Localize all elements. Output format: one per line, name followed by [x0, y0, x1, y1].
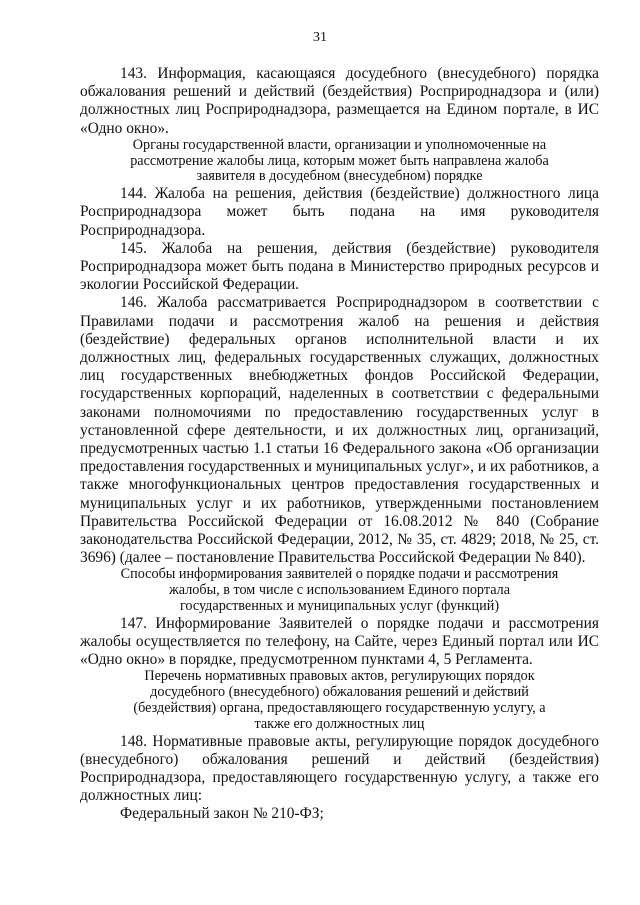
page-content — [80, 65, 599, 824]
law-list-item: Федеральный закон № 210-ФЗ; — [120, 805, 324, 823]
paragraph-146: 146. Жалоба рассматривается Росприроднадзором в соответствии с Правилами подачи и рассмотрения жалоб на решения и действия (бездействие) федеральных органов исполнительной власти и их должностных лиц, федеральных государственных служащих, должностных лиц государственных внебюджетных фондов Российской Федерации, государственных корпораций, наделенных в соответствии с федеральными законами полномочиями по предоставлению государственных услуг в установленной сфере деятельности, и их должностных лиц, организаций, предусмотренных частью 1.1 статьи 16 Федерального закона «Об организации предоставления государственных и муниципальных услуг», и их работников, а также многофункциональных центров предоставления государственных и муниципальных услуг и их работников, утвержденными постановлением Правительства Российской Федерации от 16.08.2012 № 840 (Собрание законодательства Российской Федерации, 2012, № 35, ст. 4829; 2018, № 25, ст. 3696) (далее – постановление Правительства Российской Федерации № 840). — [80, 294, 599, 567]
paragraph-148: 148. Нормативные правовые акты, регулирующие порядок досудебного (внесудебного) обжалования решений и действий (бездействия) Росприроднадзора, предоставляющего государственную услугу, а также его должностных лиц: — [80, 732, 599, 805]
paragraph-143: 143. Информация, касающаяся досудебного (внесудебного) порядка обжалования решений и действий (бездействия) Росприроднадзора и (или) должностных лиц Росприроднадзора, размещается на Едином портале, в ИС «Одно окно». — [80, 65, 599, 137]
paragraph-147: 147. Информирование Заявителей о порядке подачи и рассмотрения жалобы осуществляется по телефону, на Сайте, через Единый портал или ИС «Одно окно» в порядке, предусмотренном пунктами 4, 5 Регламента. — [80, 614, 599, 669]
paragraph-145: 145. Жалоба на решения, действия (бездействие) руководителя Росприроднадзора может быть подана в Министерство природных ресурсов и экологии Российской Федерации. — [80, 239, 599, 294]
page-number: 31 — [313, 30, 327, 45]
section-heading-informing-methods: Способы информирования заявителей о порядке подачи и рассмотрения жалобы, в том числе с использованием Единого портала государственных и муниципальных услуг (функций) — [120, 566, 559, 615]
paragraph-144: 144. Жалоба на решения, действия (бездействие) должностного лица Росприроднадзора может быть подана на имя руководителя Росприроднадзора. — [80, 185, 599, 239]
section-heading-legal-acts-list: Перечень нормативных правовых актов, регулирующих порядок досудебного (внесудебного) обжалования решений и действий (бездействия) органа, предоставляющего государственную услугу, а также его должностных лиц — [133, 668, 546, 732]
section-heading-complaint-recipients: Органы государственной власти, организации и уполномоченные на рассмотрение жалобы лица, которым может быть направлена жалоба заявителя в досудебном (внесудебном) порядке — [130, 136, 549, 185]
